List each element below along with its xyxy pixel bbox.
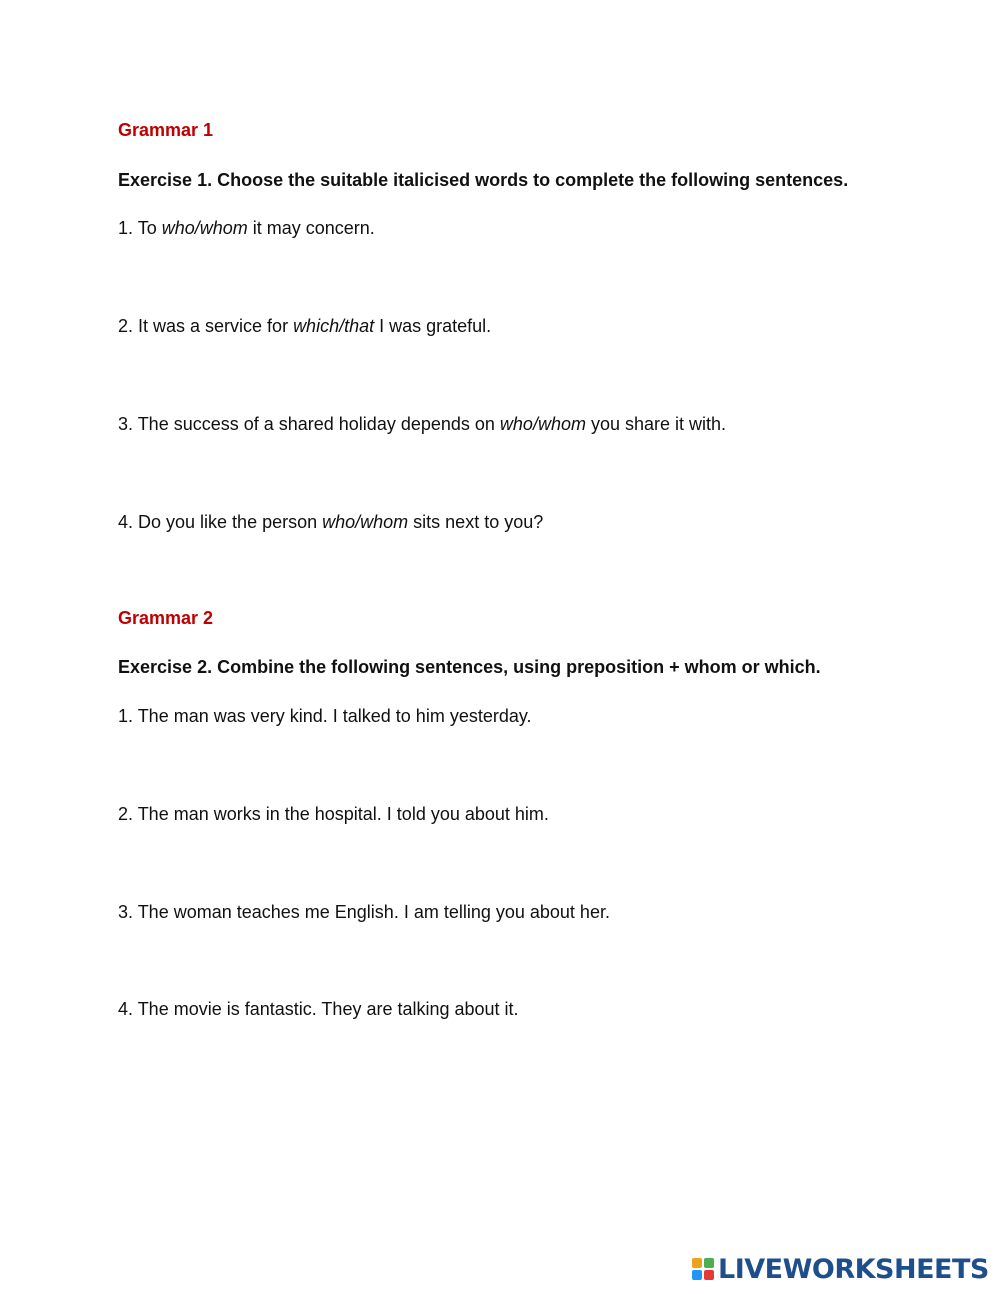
exercise-2-item-1: 1. The man was very kind. I talked to him yesterday. bbox=[118, 706, 532, 726]
exercise-1-item-2: 2. It was a service for which/that I was grateful. bbox=[118, 316, 492, 336]
exercise-2-item-4: 4. The movie is fantastic. They are talking about it. bbox=[118, 999, 519, 1019]
exercise-2-item-2: 2. The man works in the hospital. I told you about him. bbox=[118, 804, 549, 824]
grammar-2-heading: Grammar 2 bbox=[118, 608, 214, 628]
logo-mark-square bbox=[704, 1258, 714, 1268]
option-words: which/that bbox=[293, 316, 375, 336]
option-words: who/whom bbox=[322, 512, 409, 532]
option-words: who/whom bbox=[161, 218, 248, 238]
liveworksheets-logo bbox=[692, 1253, 989, 1285]
logo-mark-square bbox=[704, 1270, 714, 1280]
logo-text: LIVEWORKSHEETS bbox=[718, 1253, 989, 1285]
logo-mark-square bbox=[692, 1270, 702, 1280]
exercise-1-item-4: 4. Do you like the person who/whom sits next to you? bbox=[118, 512, 544, 532]
grammar-1-heading: Grammar 1 bbox=[118, 120, 214, 140]
exercise-1-item-3: 3. The success of a shared holiday depends on who/whom you share it with. bbox=[118, 414, 727, 434]
exercise-1-item-1: 1. To who/whom it may concern. bbox=[118, 218, 375, 238]
exercise-2-instruction: Exercise 2. Combine the following sentences, using preposition + whom or which. bbox=[118, 657, 821, 677]
logo-mark-square bbox=[692, 1258, 702, 1268]
exercise-1-instruction: Exercise 1. Choose the suitable italicised words to complete the following sentences. bbox=[118, 170, 849, 190]
option-words: who/whom bbox=[499, 414, 586, 434]
logo-mark-icon bbox=[692, 1258, 714, 1280]
exercise-2-item-3: 3. The woman teaches me English. I am telling you about her. bbox=[118, 902, 610, 922]
